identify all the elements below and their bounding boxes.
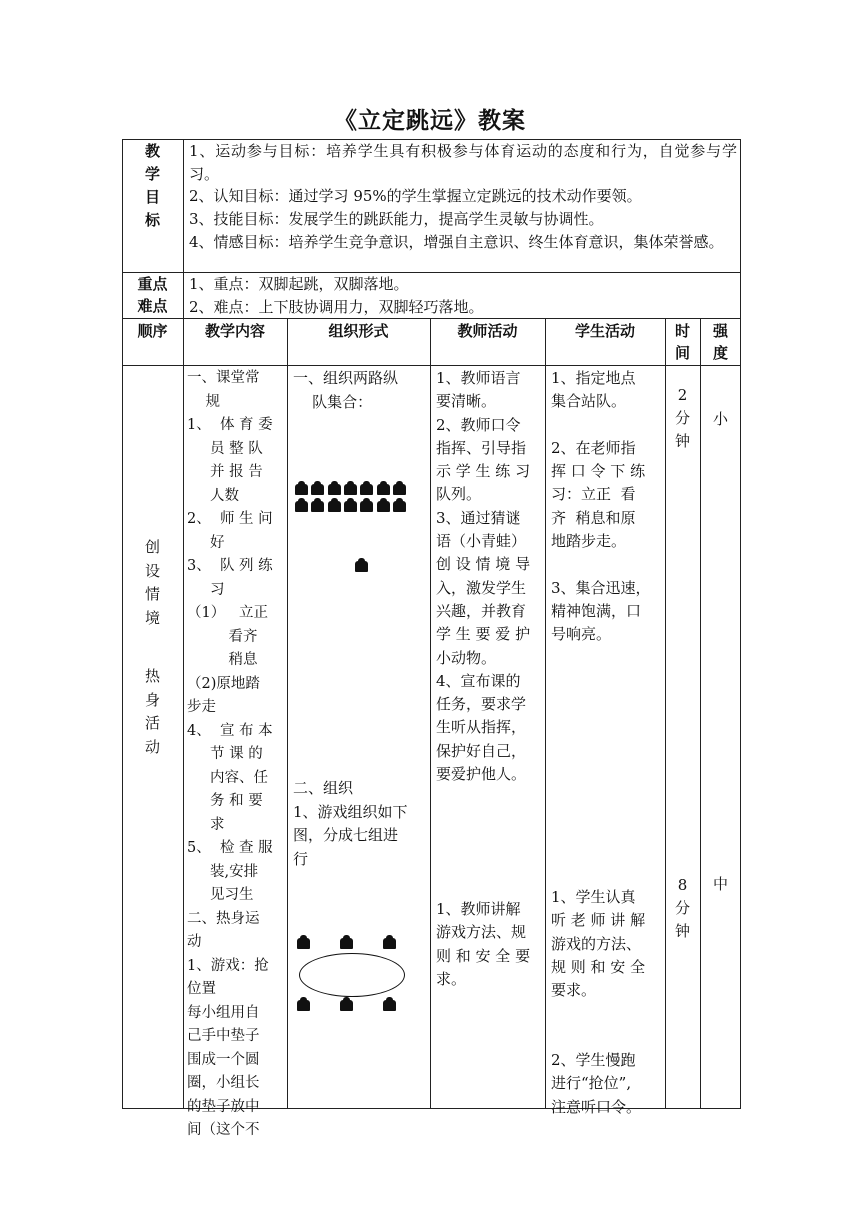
row-divider — [122, 365, 741, 366]
organization-a: 一、组织两路纵 队集合： — [293, 369, 399, 411]
goals-text: 1、运动参与目标：培养学生具有积极参与体育运动的态度和行为，自觉参与学习。 2、认知目标：通过学习 95%的学生掌握立定跳远的技术动作要领。 3、技能目标：发展学生的跳跃能力，提高学生灵敏与协调性。 4、情感目标：培养学生竞争意识，增强自主意识、终生体育意识，集体荣誉感。 — [189, 142, 737, 251]
order-create-scene: 创 设 情 境 — [144, 538, 160, 627]
student-figure — [311, 501, 324, 512]
time-a: 2 分 钟 — [674, 386, 690, 450]
header-organization: 组织形式 — [328, 322, 389, 340]
student-figure — [340, 938, 353, 949]
student-figure — [377, 501, 390, 512]
intensity-b: 中 — [712, 875, 728, 893]
col-divider — [183, 139, 184, 318]
student-figure — [297, 1000, 310, 1011]
teaching-content: 一、课堂常 规 1、 体 育 委 员 整 队 并 报 告 人数 2、 师 生 问 好 3、 队 列 练 习 （1） 立正 看齐 稍息 （2)原地踏 步走 4、 宣 布 本 节 课 的 内容、任 务 和 要 求 5、 检 查 服 装,安排 见习生 二、热身运 动 1、游戏：抢 位置 每小组用自 己手中垫子 围成一个圆 圈，小组长 的垫子放中 间（这个不 — [187, 370, 273, 1138]
row-divider — [122, 318, 741, 319]
student-figure — [393, 501, 406, 512]
teacher-activity-b: 1、教师讲解 游戏方法、规 则 和 安 全 要 求。 — [436, 900, 531, 988]
student-figure — [383, 938, 396, 949]
student-figure — [344, 501, 357, 512]
student-figure — [344, 484, 357, 495]
header-student: 学生活动 — [574, 322, 635, 340]
header-intensity: 强 度 — [712, 322, 728, 362]
circle-marker — [299, 953, 405, 997]
student-figure — [377, 484, 390, 495]
goals-label: 教 学 目 标 — [144, 142, 160, 229]
col-divider — [545, 318, 546, 1109]
header-teacher: 教师活动 — [457, 322, 518, 340]
student-figure — [340, 1000, 353, 1011]
student-figure — [328, 501, 341, 512]
student-figure — [393, 484, 406, 495]
col-divider — [430, 318, 431, 1109]
header-time: 时 间 — [674, 322, 690, 362]
col-divider — [287, 318, 288, 1109]
student-figure — [328, 484, 341, 495]
student-figure — [295, 501, 308, 512]
student-figure — [360, 484, 373, 495]
order-warm-up: 热 身 活 动 — [144, 667, 160, 756]
time-b: 8 分 钟 — [674, 876, 690, 940]
student-activity-b: 1、学生认真 听 老 师 讲 解 游戏的方法、 规 则 和 安 全 要求。 2、学生慢跑 进行“抢位”, 注意听口令。 — [551, 888, 646, 1116]
student-figure — [297, 938, 310, 949]
key-points-text: 1、重点：双脚起跳，双脚落地。 2、难点：上下肢协调用力，双脚轻巧落地。 — [189, 275, 484, 316]
student-figure — [311, 484, 324, 495]
header-content: 教学内容 — [204, 322, 265, 340]
game-diagram — [295, 934, 425, 1014]
intensity-a: 小 — [712, 410, 728, 428]
key-points-label: 重点 难点 — [137, 275, 168, 315]
header-order: 顺序 — [137, 322, 168, 340]
teacher-figure — [355, 561, 368, 572]
organization-b: 二、组织 1、游戏组织如下 图，分成七组进 行 — [293, 779, 408, 868]
page-title: 《立定跳远》教案 — [334, 107, 526, 134]
col-divider — [700, 318, 701, 1109]
student-figure — [360, 501, 373, 512]
student-figure — [383, 1000, 396, 1011]
student-activity-a: 1、指定地点 集合站队。 2、在老师指 挥 口 令 下 练 习：立正 看 齐 稍息和原 地踏步走。 3、集合迅速， 精神饱满，口 号响亮。 — [551, 369, 651, 644]
formation-diagram — [295, 480, 425, 575]
col-divider — [183, 318, 184, 1109]
teacher-activity-a: 1、教师语言 要清晰。 2、教师口令 指挥、引导指 示 学 生 练 习 队列。 3、通过猜谜 语（小青蛙） 创 设 情 境 导 入，激发学生 兴趣，并教育 学 生 要 爱 护 小动物。 4、宣布课的 任务，要求学 生听从指挥， 保护好自己， 要爱护他人。 — [436, 369, 531, 784]
student-figure — [295, 484, 308, 495]
